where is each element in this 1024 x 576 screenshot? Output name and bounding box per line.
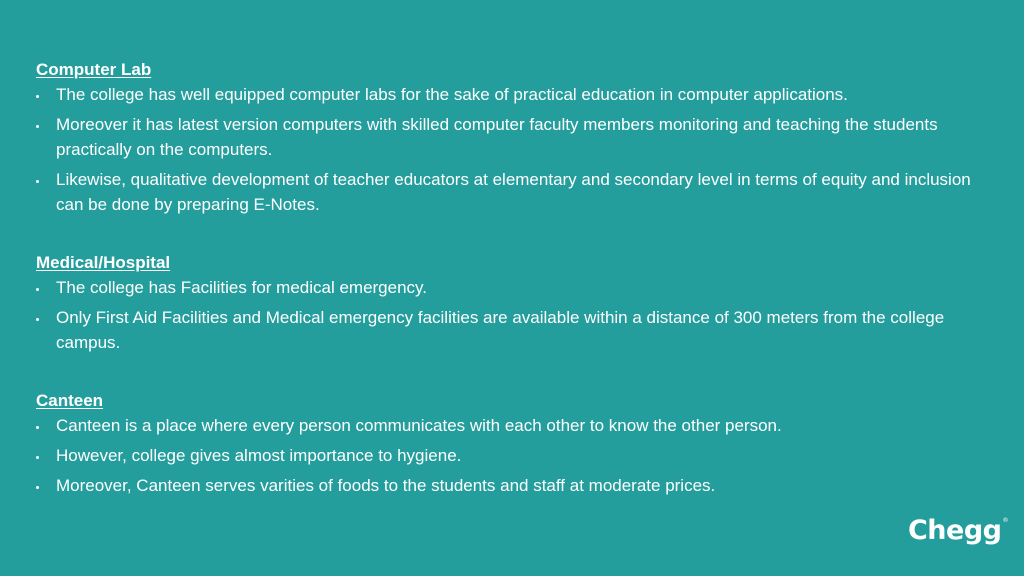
list-item — [36, 473, 996, 498]
bullet-text: Moreover, Canteen serves varities of foods to the students and staff at moderate prices. — [56, 476, 716, 495]
list-item — [36, 305, 996, 355]
bullet-text: Only First Aid Facilities and Medical emergency facilities are available within a distance of 300 meters from the college campus. — [56, 308, 945, 352]
section-computer-lab — [36, 58, 996, 217]
section-medical-hospital — [36, 251, 996, 355]
list-item — [36, 112, 996, 162]
slide-content — [36, 58, 996, 498]
bullet-icon — [36, 426, 39, 429]
bullet-text: The college has well equipped computer labs for the sake of practical education in computer applications. — [56, 85, 848, 104]
bullet-text: Moreover it has latest version computers with skilled computer faculty members monitoring and teaching the students practically on the computers. — [56, 115, 938, 159]
list-item — [36, 82, 996, 107]
list-item — [36, 413, 996, 438]
bullet-text: Canteen is a place where every person communicates with each other to know the other person. — [56, 416, 782, 435]
bullet-text: Likewise, qualitative development of teacher educators at elementary and secondary level in terms of equity and inclusion can be done by preparing E-Notes. — [56, 170, 971, 214]
list-item — [36, 167, 996, 217]
bullet-text: The college has Facilities for medical emergency. — [56, 278, 428, 297]
registered-mark: ® — [1002, 517, 1008, 524]
section-title: Medical/Hospital — [36, 253, 171, 272]
section-title: Computer Lab — [36, 60, 152, 79]
bullet-text: However, college gives almost importance to hygiene. — [56, 446, 462, 465]
logo-text: Chegg — [907, 515, 1002, 546]
chegg-logo — [908, 515, 1008, 546]
list-item — [36, 443, 996, 468]
bullet-icon — [36, 318, 39, 321]
bullet-list — [36, 82, 996, 217]
section-title: Canteen — [36, 391, 104, 410]
bullet-icon — [36, 288, 39, 291]
bullet-icon — [36, 125, 39, 128]
bullet-icon — [36, 486, 39, 489]
list-item — [36, 275, 996, 300]
bullet-icon — [36, 456, 39, 459]
bullet-list — [36, 275, 996, 355]
bullet-icon — [36, 95, 39, 98]
bullet-icon — [36, 180, 39, 183]
bullet-list — [36, 413, 996, 498]
section-canteen — [36, 389, 996, 498]
